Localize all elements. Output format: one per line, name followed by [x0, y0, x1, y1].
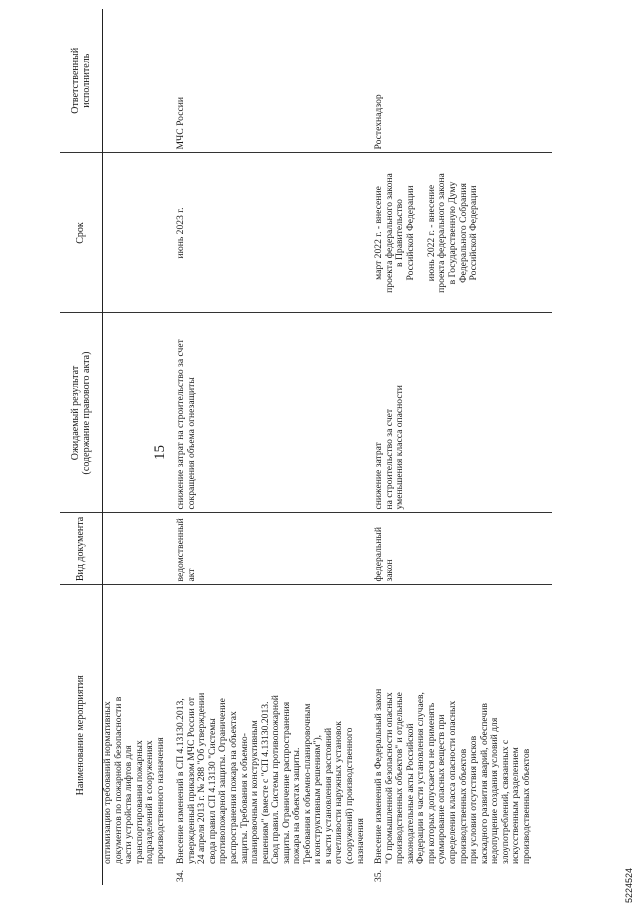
measures-table	[60, 9, 552, 885]
measure-name: Внесение изменений в СП 4.13130.2013, утвержденный приказом МЧС России от 24 апреля 2013 г. № 288 "Об утверждении свода правил СП 4.13130 "Системы противопожарной защиты. Ограничение распространения пожара на объектах защиты. Требования к объемно- планировочным и конструктивным решениям" (вместе с "СП 4.13130.2013. Свод правил. Системы противопожарной защиты. Ограничение распространения пожара на объектах защиты. Требования к объемно-планировочным и конструктивным решениям"), в части установления расстояний отчетливости наружных установок (сооружений) производственного назначения	[175, 692, 366, 864]
name-cell	[368, 585, 552, 885]
result-cell: снижение затрат на строительство за счет сокращения объема огнезащиты	[172, 313, 368, 513]
table-row	[103, 9, 173, 885]
result-cell: снижение затрат на строительство за счет уменьшения класса опасности	[368, 313, 552, 513]
header-responsible: Ответственный исполнитель	[60, 9, 103, 153]
row-number	[103, 864, 166, 882]
table-row	[172, 9, 368, 885]
result-cell	[103, 313, 173, 513]
name-cell	[172, 585, 368, 885]
header-term: Срок	[60, 153, 103, 313]
doc-type-cell: ведомственный акт	[172, 513, 368, 585]
table-header-row	[60, 9, 103, 885]
document-id: 5224524	[624, 867, 634, 903]
measure-name: оптимизацию требований нормативных документов по пожарной безопасности в части устройства лифтов для транспортирования пожарных подразделений в сооружениях производственного назначения	[102, 696, 166, 864]
table-row	[368, 9, 552, 885]
row-number: 34.	[175, 870, 187, 882]
header-doc-type: Вид документа	[60, 513, 103, 585]
term-cell	[103, 153, 173, 313]
page-number: 15	[152, 445, 168, 460]
doc-type-cell	[103, 513, 173, 585]
name-cell	[103, 585, 173, 885]
measure-name: Внесение изменений в Федеральный закон "О промышленной безопасности опасных производственных объектов" и отдельные законодательные акты Российской Федерации в части установления случаев, при которых допускается не применять суммирование опасных веществ при определении класса опасности опасных производственных объектов при условии отсутствия рисков каскадного развития аварий, обеспечив недопущение создания условий для злоупотреблений, связанных с искусственным разделением производственных объектов	[373, 688, 532, 864]
responsible-cell	[103, 9, 173, 153]
responsible-cell: МЧС России	[172, 9, 368, 153]
header-name: Наименование мероприятия	[60, 585, 103, 885]
term-cell: июнь 2023 г.	[172, 153, 368, 313]
doc-type-cell: федеральный закон	[368, 513, 552, 585]
responsible-cell: Ростехнадзор	[368, 9, 552, 153]
row-number: 35.	[373, 870, 385, 882]
header-result: Ожидаемый результат (содержание правового акта)	[60, 313, 103, 513]
term-cell: март 2022 г. - внесение проекта федерального закона в Правительство Российской Федерации июнь 2022 г. - внесение проекта федерального закона в Государственную Думу Федерального Собрания Российской Федерации	[368, 153, 552, 313]
